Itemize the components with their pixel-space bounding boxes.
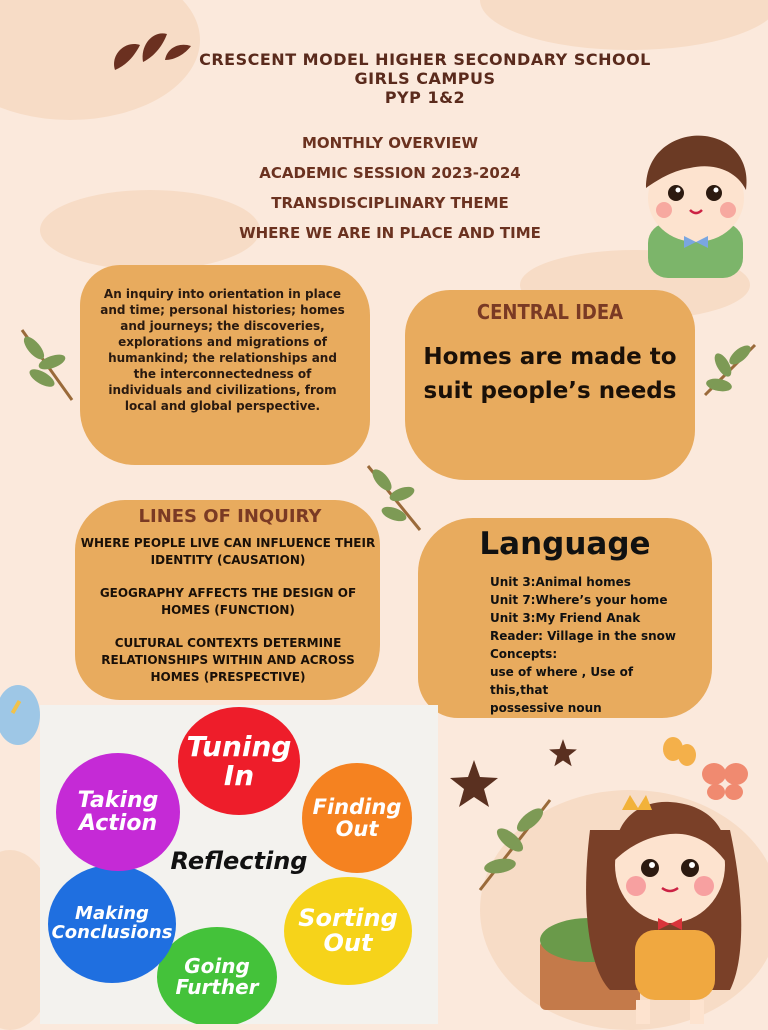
butterfly-icon — [660, 735, 700, 775]
language-item: Unit 7:Where’s your home — [490, 593, 668, 607]
central-idea-title: CENTRAL IDEA — [476, 300, 624, 324]
background-cloud — [480, 0, 768, 50]
school-name-line2: GIRLS CAMPUS — [354, 69, 496, 88]
inquiry-stage-bubble: Sorting Out — [284, 877, 412, 985]
blue-cloud-icon — [0, 680, 44, 750]
inquiry-stage-bubble: Making Conclusions — [48, 865, 176, 983]
swirl-logo-icon — [105, 20, 195, 80]
school-name — [190, 50, 660, 107]
language-title: Language — [479, 526, 651, 562]
language-item: Unit 3:My Friend Anak — [490, 611, 641, 625]
language-item: Reader: Village in the snow — [490, 629, 676, 643]
language-item: use of where , Use of — [490, 665, 634, 679]
inquiry-line: WHERE PEOPLE LIVE CAN INFLUENCE THEIR IDENTITY (CAUSATION) — [80, 536, 376, 567]
inquiry-cycle-image — [40, 705, 438, 1024]
language-item: possessive noun — [490, 701, 602, 715]
inquiry-stage-bubble: Going Further — [157, 927, 277, 1024]
inquiry-stage-bubble: Finding Out — [302, 763, 412, 873]
leaf-branch-icon — [360, 458, 430, 538]
overview-line: ACADEMIC SESSION 2023-2024 — [259, 164, 521, 182]
boy-illustration — [630, 128, 760, 278]
overview-line: TRANSDISCIPLINARY THEME — [271, 194, 509, 212]
inquiry-stage-bubble: Tuning In — [178, 707, 300, 815]
inquiry-line: CULTURAL CONTEXTS DETERMINE RELATIONSHIPS WITHIN AND ACROSS HOMES (PRESPECTIVE) — [101, 636, 355, 684]
language-item: Concepts: — [490, 647, 558, 661]
star-icon — [448, 758, 500, 810]
school-name-line1: CRESCENT MODEL HIGHER SECONDARY SCHOOL — [199, 50, 651, 69]
language-list — [490, 573, 700, 717]
overview-line: MONTHLY OVERVIEW — [301, 134, 479, 152]
inquiry-stage-bubble: Taking Action — [56, 753, 180, 871]
overview-block — [180, 128, 600, 248]
star-icon — [548, 738, 578, 768]
leaf-branch-icon — [695, 335, 765, 415]
girl-illustration — [540, 790, 768, 1024]
overview-line: WHERE WE ARE IN PLACE AND TIME — [239, 224, 541, 242]
lines-of-inquiry-title: LINES OF INQUIRY — [138, 506, 322, 527]
language-item: Unit 3:Animal homes — [490, 575, 631, 589]
inquiry-line: GEOGRAPHY AFFECTS THE DESIGN OF HOMES (FUNCTION) — [99, 586, 357, 617]
language-item: this,that — [490, 683, 549, 697]
central-idea-text: Homes are made to suit people’s needs — [423, 344, 677, 404]
inquiry-center-label: Reflecting — [170, 847, 308, 875]
leaf-branch-icon — [12, 320, 82, 410]
theme-description: An inquiry into orientation in place and time; personal histories; homes and journeys; the discoveries, explorations and migrations of humankind; the relationships and the interconnectedness of individuals and civilizations, from local and global perspective. — [100, 287, 345, 413]
school-name-line3: PYP 1&2 — [384, 88, 466, 107]
